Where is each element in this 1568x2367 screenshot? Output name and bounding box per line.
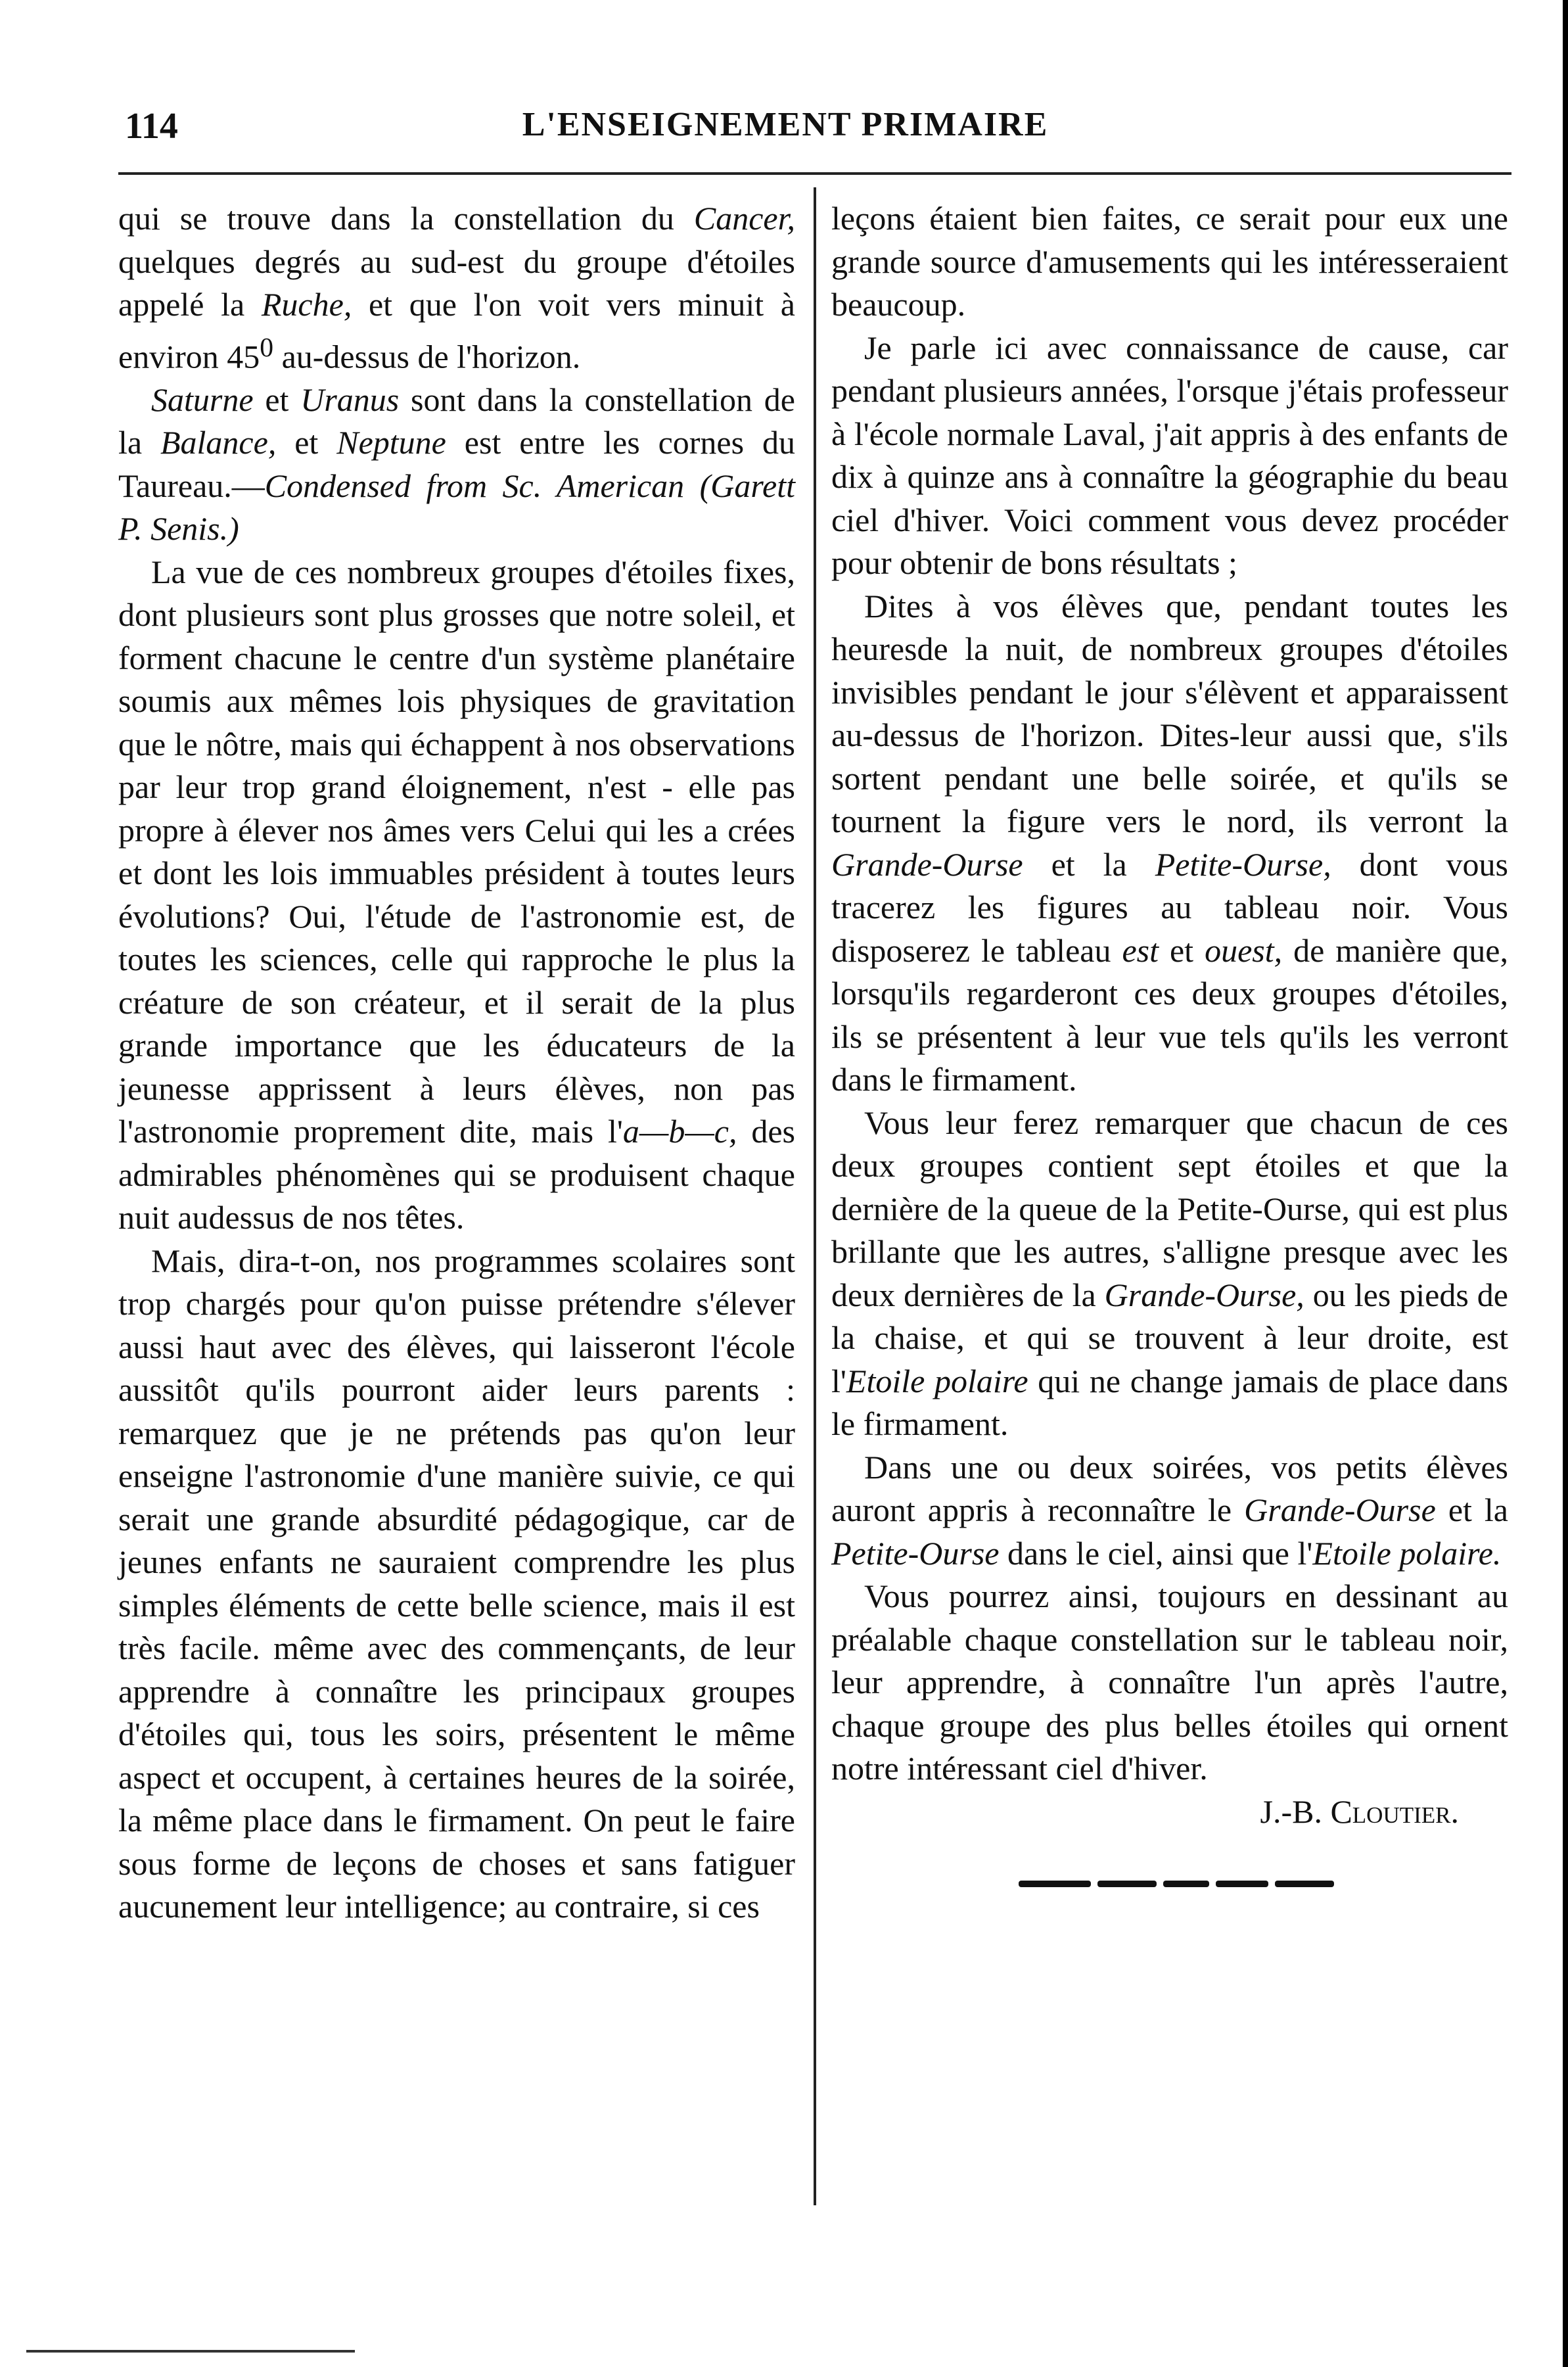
paragraph: Vous pourrez ainsi, toujours en dessinant au préalable chaque constellation sur le tableau noir, leur apprendre, à connaître l'un après l'autre, chaque groupe des plus belles étoiles qui ornent notre intéressant ciel d'hiver. [831,1578,1508,1787]
paragraph: qui se trouve dans la constellation du Cancer, quelques degrés au sud-est du groupe d'étoiles appelé la Ruche, et que l'on voit vers minuit à environ $45^0$ au-dessus de l'horizon. [118,200,795,375]
page-edge-mark [1563,0,1568,2367]
running-title: L'ENSEIGNEMENT PRIMAIRE [522,106,1049,143]
left-column [118,197,795,1929]
column-divider [814,187,816,2205]
header-rule [118,172,1511,175]
paragraph: Mais, dira-t-on, nos programmes scolaires sont trop chargés pour qu'on puisse prétendre s'élever aussi haut avec des élèves, qui laisseront l'école aussitôt qu'ils pourront aider leurs parents : remarquez que je ne prétends pas qu'on leur enseigne l'astronomie d'une manière suivie, ce qui serait une grande absurdité pédagogique, car de jeunes enfants ne sauraient comprendre les plus simples éléments de cette belle science, mais il est très facile. même avec des commençants, de leur apprendre à connaître les principaux groupes d'étoiles qui, tous les soirs, présentent le même aspect et occupent, à certaines heures de la soirée, la même place dans le firmament. On peut le faire sous forme de leçons de choses et sans fatiguer aucunement leur intelligence; au contraire, si ces [118,1242,795,1925]
paragraph: Dans une ou deux soirées, vos petits élèves auront appris à reconnaître le Grande-Ourse et la Petite-Ourse dans le ciel, ainsi que l'Etoile polaire. [831,1448,1509,1572]
page-header [125,105,1446,158]
paragraph: leçons étaient bien faites, ce serait pour eux une grande source d'amusements qui les intéresseraient beaucoup. [831,200,1508,323]
page-number: 114 [125,106,178,147]
end-ornament [1019,1879,1367,1888]
paragraph: Vous leur ferez remarquer que chacun de ces deux groupes contient sept étoiles et que la dernière de la queue de la Petite-Ourse, qui est plus brillante que les autres, s'alligne presque avec les deux dernières de la Grande-Ourse, ou les pieds de la chaise, et qui se trouvent à leur droite, est l'Etoile polaire qui ne change jamais de place dans le firmament. [831,1104,1508,1442]
paragraph: Je parle ici avec connaissance de cause, car pendant plusieurs années, l'orsque j'étais professeur à l'école normale Laval, j'ait appris à des enfants de dix à quinze ans à connaître la géographie du beau ciel d'hiver. Voici comment vous devez procéder pour obtenir de bons résultats ; [831,329,1508,581]
paragraph: Saturne et Uranus sont dans la constellation de la Balance, et Neptune est entre les cornes du Taureau.—Condensed from Sc. American (Garett P. Senis.) [118,381,795,548]
author-signature: J.-B. Cloutier. [1260,1793,1459,1830]
paragraph: La vue de ces nombreux groupes d'étoiles fixes, dont plusieurs sont plus grosses que notre soleil, et forment chacune le centre d'un système planétaire soumis aux mêmes lois physiques de gravitation que le nôtre, mais qui échappent à nos observations par leur trop grand éloignement, n'est - elle pas propre à élever nos âmes vers Celui qui les a crées et dont les lois immuables président à toutes leurs évolutions? Oui, l'étude de l'astronomie est, de toutes les sciences, celle qui rapproche le plus la créature de son créateur, et il serait de la plus grande importance que les éducateurs de la jeunesse apprissent à leurs élèves, non pas l'astronomie proprement dite, mais l'a—b—c, des admirables phénomènes qui se produisent chaque nuit audessus de nos têtes. [118,553,795,1236]
bottom-rule [26,2350,355,2353]
paragraph: Dites à vos élèves que, pendant toutes les heuresde la nuit, de nombreux groupes d'étoiles invisibles pendant le jour s'élèvent et apparaissent au-dessus de l'horizon. Dites-leur aussi que, s'ils sortent pendant une belle soirée, et qu'ils se tournent la figure vers le nord, ils verront la Grande-Ourse et la Petite-Ourse, dont vous tracerez les figures au tableau noir. Vous disposerez le tableau est et ouest, de manière que, lorsqu'ils regarderont ces deux groupes d'étoiles, ils se présentent à leur vue tels qu'ils les verront dans le firmament. [831,587,1508,1098]
right-column [831,197,1508,1888]
